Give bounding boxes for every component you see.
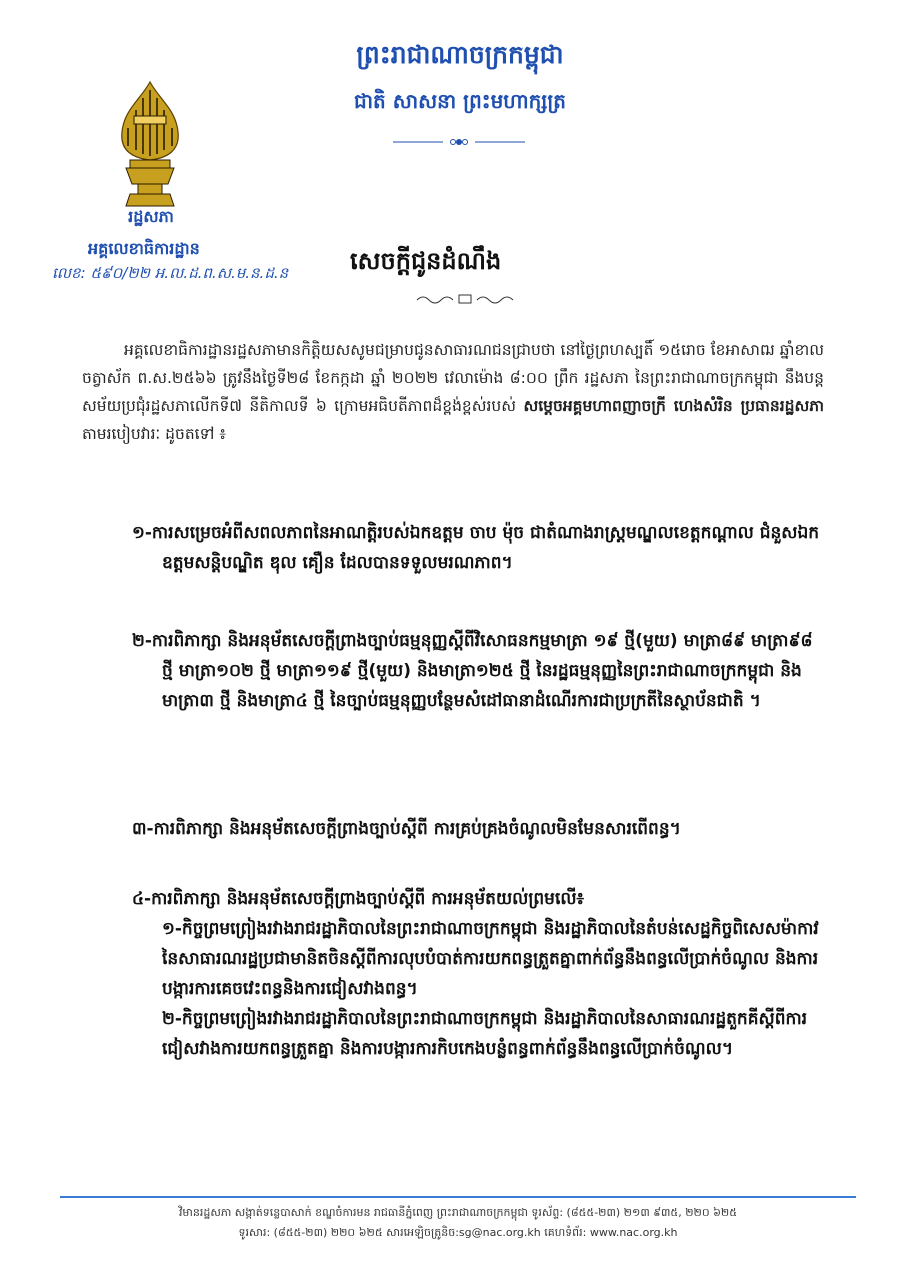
agenda-subitem-2: ២-កិច្ចព្រមព្រៀងរវាងរាជរដ្ឋាភិបាលនៃព្រះរាជាណាចក្រកម្ពុជា និងរដ្ឋាភិបាលនៃសាធារណរដ្ឋតួកគីស្តីពីការ ជៀសវាងការយកពន្ធត្រួតគ្នា និងការបង្ការការកិបកេងបន្លំពន្ធពាក់ព័ន្ធនឹងពន្ធលើប្រាក់ចំណូល។	[162, 1009, 808, 1059]
issuer-organization: រដ្ឋសភា	[128, 207, 174, 226]
agenda-item-1	[132, 518, 822, 578]
title-ornament	[415, 294, 515, 304]
agenda-subitem-1: ១-កិច្ចព្រមព្រៀងរវាងរាជរដ្ឋាភិបាលនៃព្រះរាជាណាចក្រកម្ពុជា និងរដ្ឋាភិបាលនៃតំបន់សេដ្ឋកិច្ចពិសេសម៉ាកាវ នៃសាធារណរដ្ឋប្រជាមានិតចិនស្តីពីការលុបបំបាត់ការយកពន្ធត្រួតគ្នាពាក់ព័ន្ធនឹងពន្ធលើប្រាក់ចំណូល និងការបង្ការការគេចវេះពន្ធនិងការជៀសវាងពន្ធ។	[162, 919, 819, 999]
agenda-item-text: ៣-ការពិភាក្សា និងអនុម័តសេចក្តីព្រាងច្បាប់ស្តីពី ការគ្រប់គ្រងចំណូលមិនមែនសារពើពន្ធ។	[132, 819, 681, 839]
kingdom-heading: ព្រះរាជាណាចក្រកម្ពុជា	[356, 40, 564, 69]
reference-number: លេខ: ៥៩០/២២ អ.ល.ដ.ព.ស.ម.ន.ដ.ន	[52, 264, 289, 282]
footer-divider	[60, 1196, 856, 1198]
footer-address: វិមានរដ្ឋសភា សង្កាត់ទន្លេបាសាក់ ខណ្ឌចំការមន រាជធានីភ្នំពេញ ព្រះរាជាណាចក្រកម្ពុជា ទូរស័ព្ទ: (៨៥៥-២៣) ២១៣ ៩៣៥, ២២០ ៦២៥	[178, 1206, 738, 1219]
intro-tail: តាមរបៀបវារៈ ដូចតទៅ ៖	[82, 425, 227, 443]
agenda-item-4	[132, 884, 822, 1064]
intro-highlight: សម្តេចអគ្គមហាពញាចក្រី ហេងសំរិន ប្រធានរដ្ឋសភា	[523, 397, 824, 415]
national-motto: ជាតិ សាសនា ព្រះមហាក្សត្រ	[354, 89, 566, 113]
agenda-item-3	[132, 814, 822, 844]
document-title: សេចក្តីជូនដំណឹង	[350, 247, 502, 275]
intro-text: អគ្គលេខាធិការដ្ឋានរដ្ឋសភាមានកិត្តិយសសូមជម្រាបជូនសាធារណជនជ្រាបថា នៅថ្ងៃព្រហស្បតិ៍ ១៥រោច ខែអាសាឍ ឆ្នាំខាល ចត្វាស័ក ព.ស.២៥៦៦ ត្រូវនឹងថ្ងៃទី២៨ ខែកក្កដា ឆ្នាំ ២០២២ វេលាម៉ោង ៨:០០ ព្រឹក រដ្ឋសភា នៃព្រះរាជាណាចក្រកម្ពុជា នឹងបន្តសម័យប្រជុំរដ្ឋសភាលើកទី៧ នីតិកាលទី ៦ ក្រោមអធិបតីភាពដ៏ខ្ពង់ខ្ពស់របស់	[82, 341, 824, 415]
national-assembly-emblem	[112, 80, 188, 210]
footer-contact: ទូរសារ: (៨៥៥-២៣) ២២០ ៦២៥ សារអេឡិចត្រូនិច:sg@nac.org.kh គេហទំព័រ: www.nac.org.kh	[238, 1226, 678, 1239]
agenda-item-text: ៤-ការពិភាក្សា និងអនុម័តសេចក្តីព្រាងច្បាប់ស្តីពី ការអនុម័តយល់ព្រមលើ៖	[132, 889, 585, 909]
agenda-item-text: ២-ការពិភាក្សា និងអនុម័តសេចក្តីព្រាងច្បាប់ធម្មនុញ្ញស្តីពីវិសោធនកម្មមាត្រា ១៩ ថ្មី(មួយ) មាត្រា៨៩ មាត្រា៩៨ ថ្មី មាត្រា១០២ ថ្មី មាត្រា១១៩ ថ្មី(មួយ) និងមាត្រា១២៥ ថ្មី នៃរដ្ឋធម្មនុញ្ញនៃព្រះរាជាណាចក្រកម្ពុជា និងមាត្រា៣ ថ្មី និងមាត្រា៤ ថ្មី នៃច្បាប់ធម្មនុញ្ញបន្ថែមសំដៅធានាដំណើរការជាប្រក្រតីនៃស្ថាប័នជាតិ ។	[132, 631, 813, 711]
agenda-item-text: ១-ការសម្រេចអំពីសពលភាពនៃអាណត្តិរបស់ឯកឧត្តម ចាប ម៉ុច ជាតំណាងរាស្ត្រមណ្ឌលខេត្តកណ្តាល ជំនួសឯកឧត្តមសន្តិបណ្ឌិត ឌុល គឿន ដែលបានទទួលមរណភាព។	[132, 523, 820, 573]
agenda-item-2	[132, 626, 822, 716]
ornament-divider	[393, 136, 525, 148]
issuer-department: អគ្គលេខាធិការដ្ឋាន	[88, 239, 200, 258]
intro-paragraph	[82, 336, 824, 448]
